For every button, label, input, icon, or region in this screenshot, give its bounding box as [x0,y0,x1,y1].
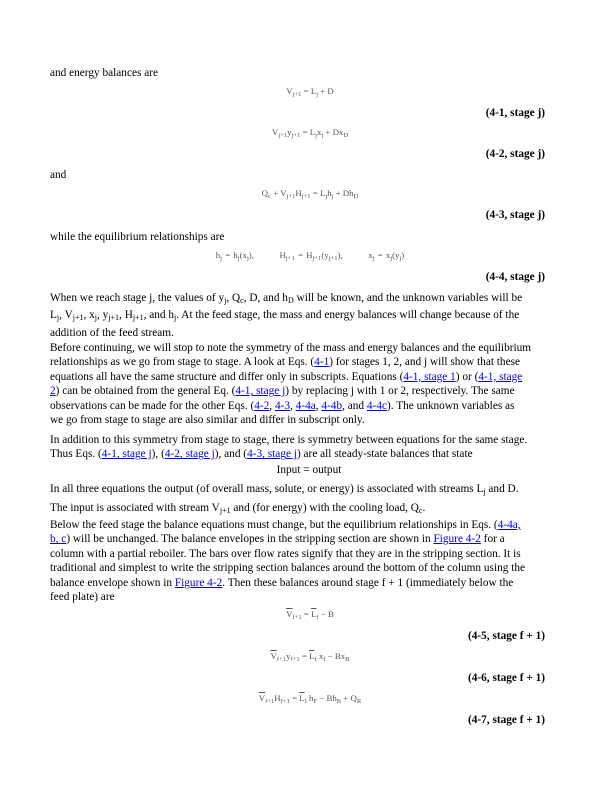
paragraph-output-input: In all three equations the output (of overall mass, solute, or energy) is associated with streams $L_j$ and D. The input is associated with stream $V_{j+1}$ and (for energy) with the cooling load, $Q_c$. [50,483,519,516]
equation-4-5: $\overline{V}_{f+1} = \overline{L}_f - B$ [286,609,334,621]
intro-text: and energy balances are [50,67,158,79]
link-eq-4-3-stage-j[interactable]: 4-3, stage j [247,448,297,461]
equation-label-4-6: (4-6, stage f + 1) [467,672,545,684]
equation-4-1: $V_{j+1} = L_j + D$ [286,86,334,98]
paragraph-stage-j: When we reach stage j, the values of $y_j$, $Q_c$, D, and $h_D$ will be known, and the unknown variables will be $L_j$, $V_{j+1}$, $x_j$, $y_{j+1}$, $H_{j+1}$, and $h_j$. At the feed stage, the mass and energy balances will change because of the addition of the feed stream. [50,292,523,339]
link-eq-4-1-stage-2-cont[interactable]: 2 [50,385,56,398]
while-text: while the equilibrium relationships are [50,231,225,243]
paragraph-stripping-section: Below the feed stage the balance equations must change, but the equilibrium relationships in Eqs. (4-4a, b, c) will be unchanged. The balance envelopes in the stripping section are shown in Figure 4-2 for a column with a partial reboiler. The bars over flow rates signify that they are in the stripping section. It is traditional and simplest to write the stripping section balances around the bottom of the column using the balance envelope shown in Figure 4-2. Then these balances around stage f + 1 (immediately below the feed plate) are [50,519,525,604]
link-eq-4-1-stage-2[interactable]: 4-1, stage [478,370,523,383]
paragraph-symmetry: Before continuing, we will stop to note the symmetry of the mass and energy balances and the equilibrium relationships as we go from stage to stage. A look at Eqs. (4-1) for stages 1, 2, and j will show that these equations all have the same structure and differ only in subscripts. Equations (4-1, stage 1) or (4-1, stage 2) can be obtained from the general Eq. (4-1, stage j) by replacing j with 1 or 2, respectively. The same observations can be made for the other Eqs. (4-2, 4-3, 4-4a, 4-4b, and 4-4c). The unknown variables as we go from stage to stage are also similar and differ in subscript only. [50,342,532,427]
link-eq-4-4c[interactable]: 4-4c [366,399,387,412]
input-output-statement: Input = output [276,464,342,476]
link-figure-4-2-b[interactable]: Figure 4-2 [174,576,223,589]
link-eq-4-3[interactable]: 4-3 [274,399,290,412]
equation-4-2: $V_{j+1}y_{j+1} = L_jx_j + Dx_D$ [271,127,349,139]
link-eq-4-4a[interactable]: 4-4a [295,399,316,412]
link-eq-4-4a-stripping[interactable]: 4-4a, [497,519,521,531]
link-eq-4-1-stage-1[interactable]: 4-1, stage 1 [403,370,456,383]
equation-label-4-1: (4-1, stage j) [485,107,545,119]
link-eq-4-2-stage-j[interactable]: 4-2, stage j [164,448,215,461]
link-eq-4-4b-c[interactable]: b, c [50,533,67,546]
equation-4-4: $h_j = h_j(x_j)$, $H_{j+1} = H_{j+1}(y_{j+1})$, $x_j = x_j(y_j)$ [215,250,405,262]
equation-4-3: $Q_c + V_{j+1}H_{j+1} = L_jh_j + Dh_D$ [261,188,359,200]
link-eq-4-1[interactable]: 4-1 [314,356,330,369]
equation-label-4-3: (4-3, stage j) [485,209,545,221]
equation-4-6: $\overline{V}_{f+1}y_{f+1} = \overline{L}_f$ $x_f - Bx_B$ [270,651,350,663]
link-eq-4-4b[interactable]: 4-4b [321,399,343,412]
equation-4-7: $\overline{V}_{f+1}H_{f+1} = \overline{L}_f$ $h_F - Bh_B + Q_R$ [258,693,362,705]
equation-label-4-2: (4-2, stage j) [485,148,545,160]
paragraph-same-stage: In addition to this symmetry from stage to stage, there is symmetry between equations for the same stage. Thus Eqs. (4-1, stage j), (4-2, stage j), and (4-3, stage j) are all steady-state balances that state [50,434,528,461]
equation-label-4-5: (4-5, stage f + 1) [467,630,545,642]
link-eq-4-1-stage-j-b[interactable]: 4-1, stage j [101,448,152,461]
equation-label-4-7: (4-7, stage f + 1) [467,714,545,726]
link-figure-4-2[interactable]: Figure 4-2 [433,533,481,546]
link-eq-4-1-stage-j[interactable]: 4-1, stage j [235,385,286,398]
link-eq-4-2[interactable]: 4-2 [254,399,270,412]
and-text: and [50,169,67,181]
equation-label-4-4: (4-4, stage j) [485,271,545,283]
